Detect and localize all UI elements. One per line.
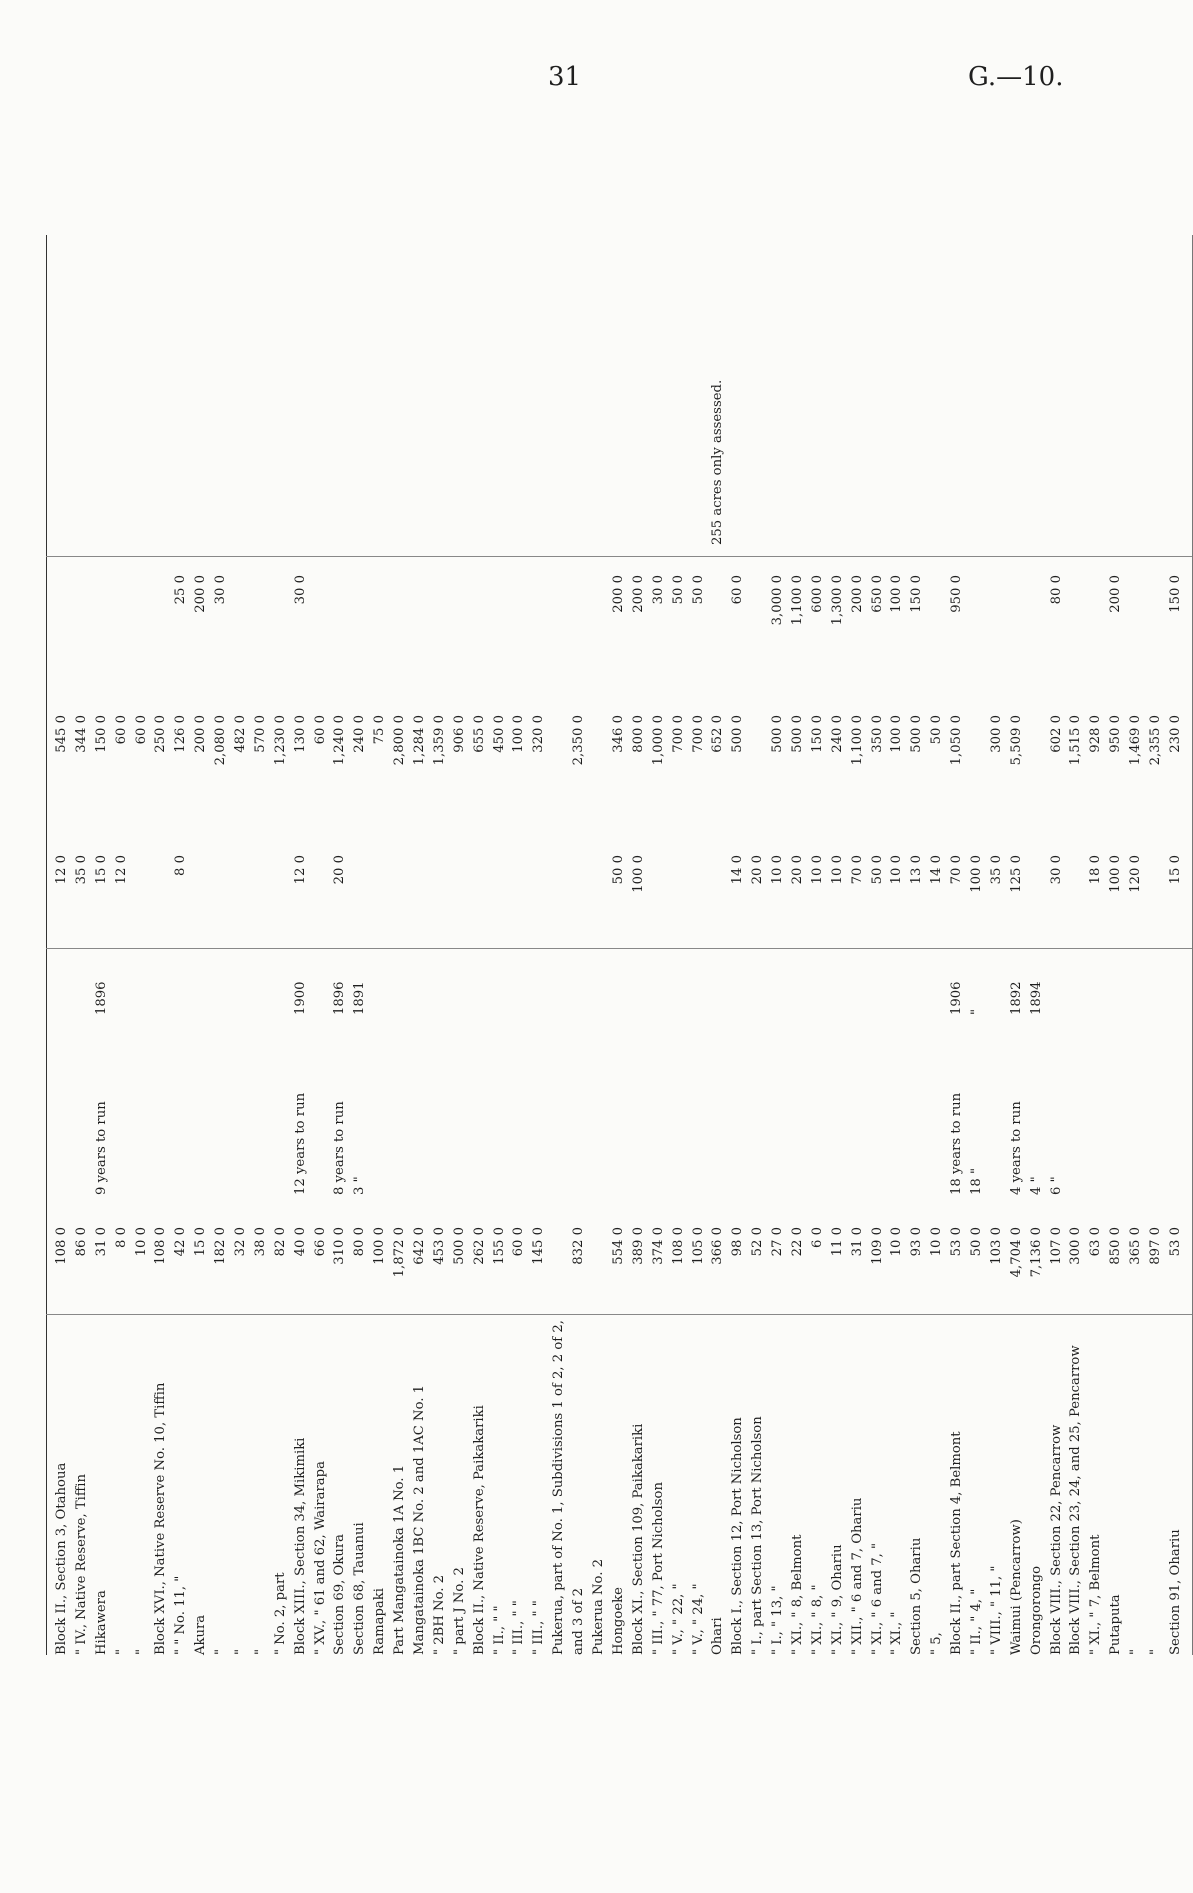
rent-value: 10 0: [889, 855, 905, 885]
land-description: Putaputa: [1108, 1594, 1124, 1655]
land-description: ": [113, 1648, 129, 1655]
area-value: 15 0: [193, 1227, 209, 1257]
improvements-value: 200 0: [1108, 575, 1124, 613]
land-description: Waimui (Pencarrow): [1008, 1519, 1024, 1655]
table-row: [868, 235, 888, 1655]
land-description: Block I., Section 12, Port Nicholson: [730, 1417, 746, 1655]
land-value: 450 0: [491, 715, 507, 753]
area-value: 500 0: [451, 1227, 467, 1265]
table-row: [112, 235, 132, 1655]
rent-value: 125 0: [1008, 855, 1024, 893]
rent-value: 14 0: [730, 855, 746, 885]
land-value: 60 0: [312, 715, 328, 745]
land-description: Section 5, Ohariu: [909, 1537, 925, 1655]
table-row: [609, 235, 629, 1655]
improvements-value: 30 0: [213, 575, 229, 605]
rent-value: 14 0: [929, 855, 945, 885]
land-value: 60 0: [133, 715, 149, 745]
rent-value: 12 0: [292, 855, 308, 885]
area-value: 366 0: [710, 1227, 726, 1265]
land-description: " II., " ": [491, 1605, 507, 1655]
rotated-table: [52, 235, 1183, 1655]
lease-term: 18 ": [968, 1167, 984, 1195]
land-description: ": [133, 1648, 149, 1655]
land-description: " V., " 24, ": [690, 1583, 706, 1655]
lease-term: 12 years to run: [292, 1092, 308, 1195]
area-value: 365 0: [1128, 1227, 1144, 1265]
improvements-value: 30 0: [292, 575, 308, 605]
area-value: 52 0: [750, 1227, 766, 1257]
table-row: [470, 235, 490, 1655]
table-row: [271, 235, 291, 1655]
area-value: 42 0: [173, 1227, 189, 1257]
land-value: 500 0: [730, 715, 746, 753]
land-description: Block II., part Section 4, Belmont: [949, 1431, 965, 1655]
rent-value: 35 0: [988, 855, 1004, 885]
land-value: 500 0: [789, 715, 805, 753]
area-value: 10 0: [889, 1227, 905, 1257]
area-value: 63 0: [1088, 1227, 1104, 1257]
table-row: [1106, 235, 1126, 1655]
table-row: [132, 235, 152, 1655]
table-row: [828, 235, 848, 1655]
area-value: 38 0: [252, 1227, 268, 1257]
table-row: [788, 235, 808, 1655]
lease-term: 9 years to run: [93, 1101, 109, 1195]
area-value: 31 0: [93, 1227, 109, 1257]
area-value: 22 0: [789, 1227, 805, 1257]
rent-value: 10 0: [809, 855, 825, 885]
lease-term: 4 ": [1028, 1176, 1044, 1195]
table-row: [1027, 235, 1047, 1655]
rent-value: 10 0: [770, 855, 786, 885]
area-value: 182 0: [213, 1227, 229, 1265]
area-value: 103 0: [988, 1227, 1004, 1265]
land-value: 100 0: [889, 715, 905, 753]
area-value: 155 0: [491, 1227, 507, 1265]
land-description: Ohari: [710, 1617, 726, 1655]
table-row: [92, 235, 112, 1655]
land-value: 60 0: [113, 715, 129, 745]
land-value: 240 0: [352, 715, 368, 753]
table-row: [350, 235, 370, 1655]
land-value: 250 0: [153, 715, 169, 753]
land-description: " I., " 13, ": [770, 1585, 786, 1655]
area-value: 8 0: [113, 1227, 129, 1248]
table-row: [1146, 235, 1166, 1655]
area-value: 86 0: [73, 1227, 89, 1257]
land-value: 545 0: [54, 715, 69, 753]
table-row: [1066, 235, 1086, 1655]
rent-value: 120 0: [1128, 855, 1144, 893]
area-value: 374 0: [650, 1227, 666, 1265]
land-value: 75 0: [372, 715, 388, 745]
land-value: 602 0: [1048, 715, 1064, 753]
area-value: 32 0: [233, 1227, 249, 1257]
rent-value: 15 0: [93, 855, 109, 885]
improvements-value: 50 0: [670, 575, 686, 605]
lease-year: 1896: [93, 981, 109, 1015]
rent-value: 30 0: [1048, 855, 1064, 885]
table-row: [589, 235, 609, 1655]
land-value: 1,000 0: [650, 715, 666, 766]
table-row: [768, 235, 788, 1655]
rent-value: 12 0: [54, 855, 69, 885]
area-value: 108 0: [153, 1227, 169, 1265]
rent-value: 20 0: [789, 855, 805, 885]
table-row: [947, 235, 967, 1655]
land-description: Block II., Native Reserve, Paikakariki: [471, 1405, 487, 1655]
table-row: [251, 235, 271, 1655]
area-value: 10 0: [929, 1227, 945, 1257]
table-row: [689, 235, 709, 1655]
lease-year: 1906: [949, 981, 965, 1015]
land-description: " VIII., " 11, ": [988, 1565, 1004, 1655]
land-description: Pukerua No. 2: [591, 1558, 607, 1655]
improvements-value: 200 0: [630, 575, 646, 613]
land-description: " 5,: [929, 1632, 945, 1655]
table-row: [191, 235, 211, 1655]
land-value: 800 0: [630, 715, 646, 753]
land-value: 1,230 0: [272, 715, 288, 766]
land-description: " V., " 22, ": [670, 1583, 686, 1655]
land-value: 2,080 0: [213, 715, 229, 766]
table-row: [927, 235, 947, 1655]
table-row: [748, 235, 768, 1655]
lease-term: 6 ": [1048, 1176, 1064, 1195]
area-value: 60 0: [511, 1227, 527, 1257]
table-row: [151, 235, 171, 1655]
page-number: 31: [548, 62, 582, 92]
land-value: 50 0: [929, 715, 945, 745]
land-description: " XI., " 8, Belmont: [789, 1534, 805, 1655]
land-description: " III., " 77, Port Nicholson: [650, 1482, 666, 1655]
land-description: Hikawera: [93, 1590, 109, 1655]
land-value: 652 0: [710, 715, 726, 753]
area-value: 10 0: [133, 1227, 149, 1257]
land-value: 1,515 0: [1068, 715, 1084, 766]
land-description: Ramapaki: [372, 1588, 388, 1655]
lease-year: 1900: [292, 981, 308, 1015]
table-row: [549, 235, 569, 1655]
remark: 255 acres only assessed.: [710, 379, 726, 545]
area-value: 642 0: [412, 1227, 428, 1265]
land-description: " XI., " 7, Belmont: [1088, 1534, 1104, 1655]
table-row: [231, 235, 251, 1655]
area-value: 11 0: [829, 1227, 845, 1257]
table-row: [1007, 235, 1027, 1655]
improvements-value: 80 0: [1048, 575, 1064, 605]
lease-term: 8 years to run: [332, 1101, 348, 1195]
lease-term: 3 ": [352, 1176, 368, 1195]
improvements-value: 150 0: [909, 575, 925, 613]
area-value: 27 0: [770, 1227, 786, 1257]
land-description: " XI., " 6 and 7, ": [869, 1542, 885, 1655]
land-value: 2,350 0: [571, 715, 587, 766]
rent-value: 100 0: [1108, 855, 1124, 893]
area-value: 50 0: [968, 1227, 984, 1257]
table-row: [52, 235, 72, 1655]
area-value: 850 0: [1108, 1227, 1124, 1265]
rent-value: 70 0: [849, 855, 865, 885]
land-description: " III., " ": [531, 1600, 547, 1655]
table-row: [72, 235, 92, 1655]
land-description: ": [1147, 1648, 1163, 1655]
table-row: [967, 235, 987, 1655]
lease-year: 1894: [1028, 981, 1044, 1015]
improvements-value: 50 0: [690, 575, 706, 605]
rent-value: 35 0: [73, 855, 89, 885]
land-description: " IV., Native Reserve, Tiffin: [73, 1474, 89, 1655]
land-value: 906 0: [451, 715, 467, 753]
improvements-value: 1,100 0: [789, 575, 805, 626]
land-description: Part Mangatainoka 1A No. 1: [392, 1464, 408, 1655]
improvements-value: 25 0: [173, 575, 189, 605]
table-row: [1126, 235, 1146, 1655]
table-row: [808, 235, 828, 1655]
improvements-value: 3,000 0: [770, 575, 786, 626]
land-description: " XI., ": [889, 1611, 905, 1655]
land-description: Pukerua, part of No. 1, Subdivisions 1 of 2, 2 of 2,: [551, 1320, 567, 1655]
improvements-value: 200 0: [849, 575, 865, 613]
land-value: 240 0: [829, 715, 845, 753]
area-value: 389 0: [630, 1227, 646, 1265]
area-value: 107 0: [1048, 1227, 1064, 1265]
land-description: ": [252, 1648, 268, 1655]
land-value: 500 0: [770, 715, 786, 753]
area-value: 453 0: [431, 1227, 447, 1265]
land-description: " II., " 4, ": [968, 1588, 984, 1655]
land-description: Block XVI., Native Reserve No. 10, Tiffin: [153, 1382, 169, 1655]
table-row: [509, 235, 529, 1655]
land-description: " " No. 11, ": [173, 1575, 189, 1655]
improvements-value: 650 0: [869, 575, 885, 613]
land-value: 200 0: [193, 715, 209, 753]
area-value: 4,704 0: [1008, 1227, 1024, 1278]
lease-year: 1896: [332, 981, 348, 1015]
land-value: 2,355 0: [1147, 715, 1163, 766]
table-row: [708, 235, 728, 1655]
land-description: " XI., " 9, Ohariu: [829, 1544, 845, 1655]
table-row: [430, 235, 450, 1655]
table-row: [450, 235, 470, 1655]
table-row: [907, 235, 927, 1655]
table-row: [987, 235, 1007, 1655]
land-value: 344 0: [73, 715, 89, 753]
table-row: [390, 235, 410, 1655]
improvements-value: 30 0: [650, 575, 666, 605]
land-value: 928 0: [1088, 715, 1104, 753]
land-value: 1,240 0: [332, 715, 348, 766]
table-row: [171, 235, 191, 1655]
land-value: 570 0: [252, 715, 268, 753]
land-description: Block XI., Section 109, Paikakariki: [630, 1423, 646, 1655]
land-description: " III., " ": [511, 1600, 527, 1655]
land-description: and 3 of 2: [571, 1588, 587, 1655]
area-value: 80 0: [352, 1227, 368, 1257]
table-row: [569, 235, 589, 1655]
rent-value: 10 0: [829, 855, 845, 885]
land-value: 126 0: [173, 715, 189, 753]
rent-value: 50 0: [610, 855, 626, 885]
land-description: ": [1128, 1648, 1144, 1655]
table-row: [1086, 235, 1106, 1655]
improvements-value: 200 0: [610, 575, 626, 613]
table-row: [410, 235, 430, 1655]
land-description: Block XIII., Section 34, Mikimiki: [292, 1437, 308, 1655]
rent-value: 15 0: [1167, 855, 1183, 885]
area-value: 108 0: [54, 1227, 69, 1265]
land-description: Block VIII., Section 23, 24, and 25, Pencarrow: [1068, 1345, 1084, 1655]
land-value: 150 0: [93, 715, 109, 753]
improvements-value: 60 0: [730, 575, 746, 605]
land-value: 5,509 0: [1008, 715, 1024, 766]
rent-value: 20 0: [332, 855, 348, 885]
area-value: 108 0: [670, 1227, 686, 1265]
rent-value: 13 0: [909, 855, 925, 885]
lease-year: 1891: [352, 981, 368, 1015]
land-value: 320 0: [531, 715, 547, 753]
land-description: " XII., " 6 and 7, Ohariu: [849, 1497, 865, 1655]
table-body: [52, 235, 1186, 1655]
land-value: 655 0: [471, 715, 487, 753]
area-value: 100 0: [372, 1227, 388, 1265]
area-value: 897 0: [1147, 1227, 1163, 1265]
area-value: 1,872 0: [392, 1227, 408, 1278]
land-value: 700 0: [670, 715, 686, 753]
table-row: [330, 235, 350, 1655]
table-row: [490, 235, 510, 1655]
table-row: [887, 235, 907, 1655]
table-row: [848, 235, 868, 1655]
improvements-value: 950 0: [949, 575, 965, 613]
area-value: 832 0: [571, 1227, 587, 1265]
land-description: " XV., " 61 and 62, Wairarapa: [312, 1461, 328, 1655]
table-row: [629, 235, 649, 1655]
table-row: [1166, 235, 1186, 1655]
lease-year: ": [968, 1008, 984, 1015]
land-value: 1,050 0: [949, 715, 965, 766]
land-value: 700 0: [690, 715, 706, 753]
land-value: 350 0: [869, 715, 885, 753]
land-value: 2,800 0: [392, 715, 408, 766]
area-value: 82 0: [272, 1227, 288, 1257]
land-description: Akura: [193, 1614, 209, 1655]
area-value: 31 0: [849, 1227, 865, 1257]
land-value: 1,469 0: [1128, 715, 1144, 766]
improvements-value: 100 0: [889, 575, 905, 613]
area-value: 262 0: [471, 1227, 487, 1265]
lease-term: 18 years to run: [949, 1092, 965, 1195]
table-row: [311, 235, 331, 1655]
area-value: 145 0: [531, 1227, 547, 1265]
land-description: " I., part Section 13, Port Nicholson: [750, 1416, 766, 1655]
land-description: Block II., Section 3, Otahoua: [54, 1462, 69, 1655]
table-row: [728, 235, 748, 1655]
rent-value: 20 0: [750, 855, 766, 885]
land-value: 1,284 0: [412, 715, 428, 766]
land-description: ": [213, 1648, 229, 1655]
land-value: 1,100 0: [849, 715, 865, 766]
improvements-value: 200 0: [193, 575, 209, 613]
rent-value: 12 0: [113, 855, 129, 885]
area-value: 66 0: [312, 1227, 328, 1257]
table-row: [370, 235, 390, 1655]
area-value: 109 0: [869, 1227, 885, 1265]
land-value: 100 0: [511, 715, 527, 753]
area-value: 98 0: [730, 1227, 746, 1257]
land-value: 230 0: [1167, 715, 1183, 753]
land-value: 500 0: [909, 715, 925, 753]
land-description: Block VIII., Section 22, Pencarrow: [1048, 1424, 1064, 1655]
area-value: 310 0: [332, 1227, 348, 1265]
area-value: 554 0: [610, 1227, 626, 1265]
lease-term: 4 years to run: [1008, 1101, 1024, 1195]
land-description: Section 68, Tauanui: [352, 1522, 368, 1655]
rent-value: 70 0: [949, 855, 965, 885]
area-value: 300 0: [1068, 1227, 1084, 1265]
improvements-value: 150 0: [1167, 575, 1183, 613]
area-value: 53 0: [949, 1227, 965, 1257]
land-value: 150 0: [809, 715, 825, 753]
table-row: [529, 235, 549, 1655]
rent-value: 8 0: [173, 855, 189, 876]
land-value: 482 0: [233, 715, 249, 753]
top-rule: [46, 235, 47, 1655]
land-description: " part J No. 2: [451, 1567, 467, 1655]
area-value: 6 0: [809, 1227, 825, 1248]
table-row: [669, 235, 689, 1655]
land-description: Section 69, Okura: [332, 1534, 348, 1655]
document-reference: G.—10.: [968, 62, 1064, 92]
land-description: Hongoeke: [610, 1587, 626, 1655]
improvements-value: 1,300 0: [829, 575, 845, 626]
rent-value: 100 0: [630, 855, 646, 893]
land-value: 130 0: [292, 715, 308, 753]
land-value: 950 0: [1108, 715, 1124, 753]
improvements-value: 600 0: [809, 575, 825, 613]
land-description: Orongorongo: [1028, 1565, 1044, 1655]
rent-value: 50 0: [869, 855, 885, 885]
area-value: 40 0: [292, 1227, 308, 1257]
area-value: 105 0: [690, 1227, 706, 1265]
table-row: [649, 235, 669, 1655]
land-description: " 2BH No. 2: [431, 1574, 447, 1655]
land-value: 346 0: [610, 715, 626, 753]
table-row: [211, 235, 231, 1655]
area-value: 93 0: [909, 1227, 925, 1257]
rent-value: 100 0: [968, 855, 984, 893]
table-row: [291, 235, 311, 1655]
land-description: " XI., " 8, ": [809, 1584, 825, 1655]
area-value: 7,136 0: [1028, 1227, 1044, 1278]
rent-value: 18 0: [1088, 855, 1104, 885]
land-description: Mangatainoka 1BC No. 2 and 1AC No. 1: [412, 1384, 428, 1655]
area-value: 53 0: [1167, 1227, 1183, 1257]
land-description: " No. 2, part: [272, 1572, 288, 1655]
land-description: Section 91, Ohariu: [1167, 1529, 1183, 1655]
land-value: 1,359 0: [431, 715, 447, 766]
land-description: ": [233, 1648, 249, 1655]
lease-year: 1892: [1008, 981, 1024, 1015]
table-row: [1047, 235, 1067, 1655]
land-value: 300 0: [988, 715, 1004, 753]
